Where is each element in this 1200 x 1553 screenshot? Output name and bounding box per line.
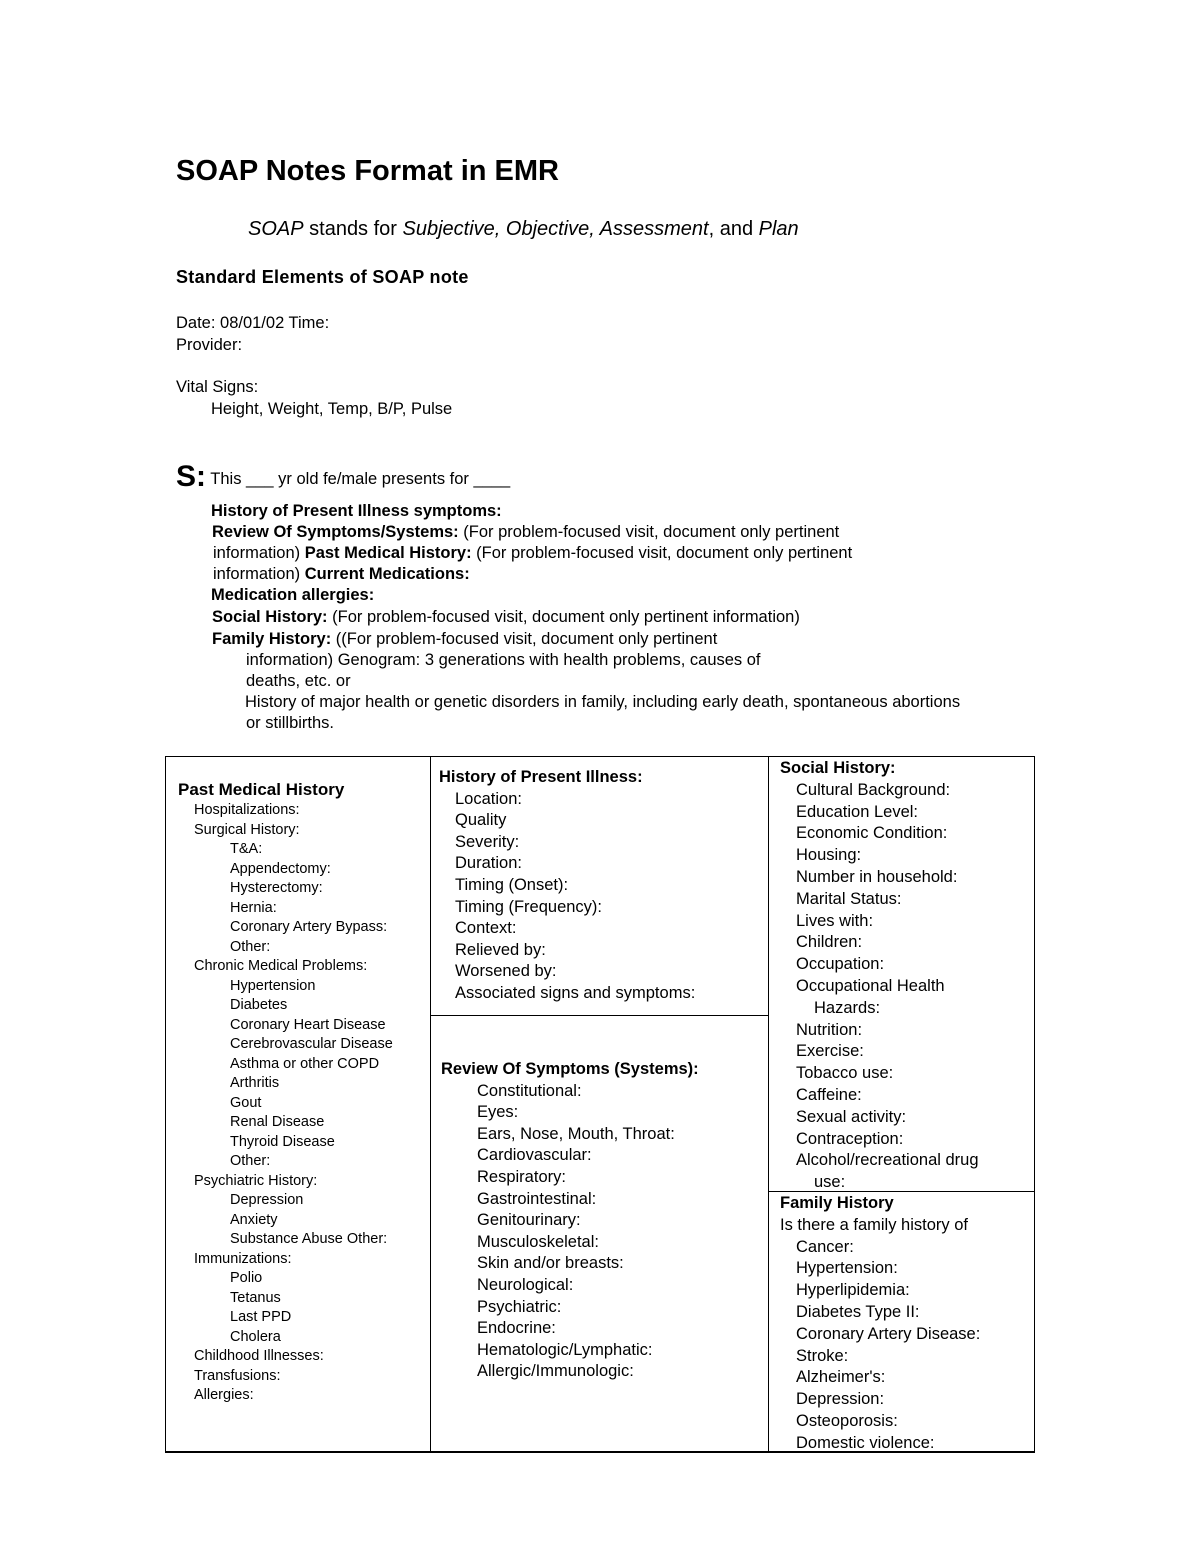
pmh-item: Cholera	[230, 1328, 281, 1345]
plan-word: Plan	[758, 218, 799, 240]
family-list	[780, 1237, 980, 1455]
date-time-line: Date: 08/01/02 Time:	[176, 314, 330, 332]
middle-divider	[430, 1015, 768, 1016]
social-history-note: (For problem-focused visit, document only pertinent information)	[327, 608, 800, 626]
pmh-item: Coronary Artery Bypass:	[230, 919, 388, 935]
social-heading: Social History:	[780, 759, 896, 777]
vital-signs-items: Height, Weight, Temp, B/P, Pulse	[211, 400, 453, 418]
hpi-item: Location:	[455, 789, 522, 808]
pmh-item: Immunizations:	[194, 1250, 292, 1267]
pmh-item: Transfusions:	[194, 1367, 281, 1384]
ros-item: Cardiovascular:	[477, 1146, 592, 1165]
subjective-intro-text: This ___ yr old fe/male presents for ____	[206, 470, 511, 488]
pmh-item: Substance Abuse Other:	[230, 1231, 388, 1247]
hpi-item: Quality	[455, 811, 507, 830]
hpi-item: Relieved by:	[455, 940, 546, 959]
subjective-intro	[176, 460, 511, 493]
social-item: Economic Condition:	[796, 824, 948, 843]
family-item: Alzheimer's:	[796, 1368, 886, 1387]
family-column	[780, 1193, 980, 1455]
pmh-item: Hypertension	[230, 977, 316, 994]
stands-for-text: stands for	[303, 218, 403, 240]
pmh-heading: Past Medical History	[178, 780, 345, 799]
soap-word: SOAP	[248, 218, 304, 240]
social-column	[780, 758, 979, 1194]
pmh-item: Gout	[230, 1094, 262, 1111]
ros-item: Constitutional:	[477, 1081, 582, 1100]
hpi-item: Associated signs and symptoms:	[455, 983, 696, 1002]
ros-column	[441, 1059, 699, 1383]
hpi-column	[439, 767, 695, 1005]
pmh-item: Last PPD	[230, 1309, 292, 1325]
provider-line: Provider:	[176, 336, 243, 354]
pmh-item: Thyroid Disease	[230, 1133, 335, 1150]
pmh-item: Tetanus	[230, 1289, 281, 1306]
ros-line	[212, 522, 839, 543]
family-item: Cancer:	[796, 1237, 854, 1256]
subjective-letter: S:	[176, 460, 206, 493]
family-history-line-5: or stillbirths.	[246, 714, 335, 732]
family-item: Diabetes Type II:	[796, 1302, 920, 1321]
pmh-column	[178, 779, 393, 1406]
social-item: Nutrition:	[796, 1020, 863, 1039]
hpi-item: Severity:	[455, 832, 520, 851]
social-item: use:	[814, 1173, 846, 1192]
ros-item: Psychiatric:	[477, 1297, 562, 1316]
pmh-item: Renal Disease	[230, 1114, 325, 1130]
hpi-symptoms-label: History of Present Illness symptoms:	[211, 502, 502, 520]
pmh-item: Other:	[230, 938, 271, 955]
history-table	[165, 756, 1035, 1453]
hpi-item: Timing (Onset):	[455, 875, 569, 894]
pmh-item: Asthma or other COPD	[230, 1055, 380, 1072]
hpi-item: Context:	[455, 919, 517, 938]
ros-item: Neurological:	[477, 1275, 574, 1294]
medication-allergies-label: Medication allergies:	[211, 586, 375, 604]
vital-signs-label: Vital Signs:	[176, 378, 259, 396]
family-item: Coronary Artery Disease:	[796, 1324, 981, 1343]
pmh-item: Allergies:	[194, 1387, 254, 1403]
social-item: Hazards:	[814, 998, 881, 1017]
social-history-line	[212, 607, 800, 628]
page-title: SOAP Notes Format in EMR	[176, 155, 559, 187]
ros-item: Musculoskeletal:	[477, 1232, 599, 1251]
hpi-heading: History of Present Illness:	[439, 768, 643, 786]
social-item: Children:	[796, 933, 863, 952]
social-item: Alcohol/recreational drug	[796, 1151, 979, 1170]
ros-item: Gastrointestinal:	[477, 1189, 597, 1208]
social-list	[780, 780, 979, 1194]
ros-list	[441, 1081, 699, 1383]
ros-item: Allergic/Immunologic:	[477, 1362, 634, 1381]
social-item: Occupational Health	[796, 976, 945, 995]
family-item: Hyperlipidemia:	[796, 1281, 910, 1300]
social-item: Lives with:	[796, 911, 874, 930]
pmh-item: Appendectomy:	[230, 860, 331, 877]
pmh-item: Coronary Heart Disease	[230, 1016, 386, 1033]
ros-note: (For problem-focused visit, document only pertinent	[458, 523, 840, 541]
ros-item: Respiratory:	[477, 1167, 566, 1186]
family-history-line-2: information) Genogram: 3 generations with health problems, causes of	[246, 651, 761, 669]
pmh-item: Depression	[230, 1192, 304, 1208]
family-history-line-3: deaths, etc. or	[246, 672, 351, 690]
pmh-item: Polio	[230, 1270, 263, 1286]
pmh-item: Anxiety	[230, 1211, 278, 1228]
pmh-list	[178, 801, 393, 1406]
social-item: Marital Status:	[796, 889, 902, 908]
pmh-item: T&A:	[230, 841, 263, 857]
family-item: Domestic violence:	[796, 1433, 935, 1452]
hpi-item: Duration:	[455, 854, 522, 873]
social-item: Contraception:	[796, 1129, 904, 1148]
column-divider-1	[430, 757, 431, 1451]
family-item: Depression:	[796, 1390, 885, 1409]
pmh-item: Psychiatric History:	[194, 1172, 318, 1189]
hpi-list	[439, 789, 695, 1005]
family-item: Hypertension:	[796, 1259, 898, 1278]
pmh-item: Hernia:	[230, 899, 277, 916]
family-item: Osteoporosis:	[796, 1411, 898, 1430]
social-item: Education Level:	[796, 802, 919, 821]
hpi-item: Worsened by:	[455, 962, 557, 981]
column-divider-2	[768, 757, 769, 1451]
family-history-line	[212, 629, 717, 650]
family-heading: Family History	[780, 1194, 894, 1212]
soap-definition	[248, 218, 799, 241]
pmh-item: Childhood Illnesses:	[194, 1348, 324, 1364]
pmh-item: Arthritis	[230, 1075, 280, 1091]
ros-item: Hematologic/Lymphatic:	[477, 1340, 653, 1359]
family-history-note: ((For problem-focused visit, document only pertinent	[331, 630, 718, 648]
family-history-line-4: History of major health or genetic disorders in family, including early death, spontaneous abortions	[245, 693, 961, 711]
social-item: Caffeine:	[796, 1085, 862, 1104]
ros-item: Skin and/or breasts:	[477, 1254, 624, 1273]
pmh-prefix: information)	[213, 544, 305, 562]
social-history-label: Social History:	[212, 608, 328, 626]
social-item: Occupation:	[796, 955, 885, 974]
ros-heading: Review Of Symptoms (Systems):	[441, 1060, 699, 1078]
current-meds-line	[213, 564, 470, 585]
pmh-item: Hospitalizations:	[194, 802, 300, 818]
pmh-item: Other:	[230, 1153, 271, 1169]
pmh-item: Chronic Medical Problems:	[194, 958, 368, 974]
ros-label: Review Of Symptoms/Systems:	[212, 523, 459, 541]
pmh-item: Hysterectomy:	[230, 880, 323, 896]
current-meds-label: Current Medications:	[304, 565, 470, 583]
hpi-item: Timing (Frequency):	[455, 897, 603, 916]
family-intro: Is there a family history of	[780, 1215, 968, 1234]
social-item: Housing:	[796, 846, 862, 865]
social-item: Tobacco use:	[796, 1064, 894, 1083]
soap-components: Subjective, Objective, Assessment	[402, 218, 709, 240]
pmh-note: (For problem-focused visit, document only pertinent	[471, 544, 853, 562]
ros-item: Eyes:	[477, 1103, 519, 1122]
pmh-line	[213, 543, 852, 564]
pmh-item: Cerebrovascular Disease	[230, 1036, 393, 1052]
meds-prefix: information)	[213, 565, 305, 583]
and-text: , and	[708, 218, 759, 240]
family-item: Stroke:	[796, 1346, 849, 1365]
ros-item: Endocrine:	[477, 1319, 556, 1338]
pmh-label: Past Medical History:	[304, 544, 472, 562]
pmh-item: Surgical History:	[194, 821, 300, 838]
ros-item: Genitourinary:	[477, 1211, 581, 1230]
social-item: Number in household:	[796, 867, 958, 886]
social-item: Sexual activity:	[796, 1107, 907, 1126]
ros-item: Ears, Nose, Mouth, Throat:	[477, 1124, 675, 1143]
pmh-item: Diabetes	[230, 997, 288, 1013]
social-item: Cultural Background:	[796, 780, 951, 799]
social-item: Exercise:	[796, 1042, 864, 1061]
standard-elements-heading: Standard Elements of SOAP note	[176, 267, 469, 287]
family-history-label: Family History:	[212, 630, 332, 648]
